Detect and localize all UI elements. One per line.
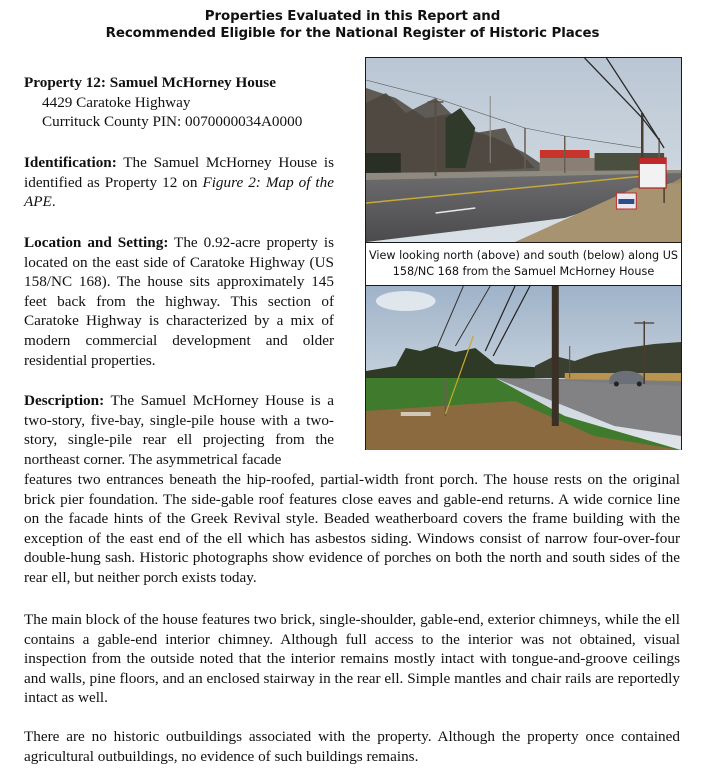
- photo-looking-north: [366, 58, 681, 243]
- location-section: [24, 233, 334, 370]
- property-heading: Property 12: Samuel McHorney House: [24, 74, 276, 91]
- photo-panel: [365, 57, 682, 450]
- main-block-paragraph: The main block of the house features two brick, single-shoulder, gable-end, exterior chimneys, while the ell contains a gable-end interior chimney. Although full access to the interior was not obtained, visual inspection from the outside noted that the interior remains mostly intact with tongue-and-groove ceilings and walls, pine floors, and an enclosed stairway in the rear ell. Simple mantles and chair rails are reportedly intact as well.: [24, 611, 680, 707]
- outbuildings-paragraph: There are no historic outbuildings associated with the property. Although the property once contained agricultural outbuildings, no evidence of such buildings remains.: [24, 728, 680, 765]
- identification-end: .: [51, 193, 56, 211]
- description-label: Description:: [24, 392, 105, 409]
- page-title: [0, 8, 705, 42]
- identification-label: Identification:: [24, 154, 117, 171]
- photo-caption: View looking north (above) and south (below) along US 158/NC 168 from the Samuel McHorney House: [368, 249, 679, 278]
- description-section-narrow: [24, 391, 334, 469]
- description-text-narrow: The Samuel McHorney House is a two-story, five-bay, single-pile house with a two-story, single-pile rear ell projecting from the northeast corner. The asymmetrical facade: [24, 392, 334, 468]
- photo-looking-south: [366, 285, 681, 450]
- property-address: 4429 Caratoke Highway: [42, 93, 191, 111]
- photo-north-image: [366, 58, 681, 242]
- location-text: The 0.92-acre property is located on the east side of Caratoke Highway (US 158/NC 168). The house sits approximately 145 feet back from the highway. This section of Caratoke Highway is characterized by a mix of modern commercial development and older residential properties.: [24, 234, 334, 369]
- description-text-wide: features two entrances beneath the hip-roofed, partial-width front porch. The house rests on the original brick pier foundation. The side-gable roof features close eaves and gable-end returns. A wide cornice line on the facade hints of the Greek Revival style. Beaded weatherboard covers the frame building with the exception of the east end of the ell which has asbestos siding. Windows consist of narrow four-over-four double-hung sash. Historic photographs show evidence of porches on both the north and south sides of the rear ell, but neither porch exists today.: [24, 471, 680, 586]
- property-header: [24, 73, 334, 132]
- figure-reference: Figure 2: Map of the APE: [24, 173, 334, 211]
- identification-section: [24, 153, 334, 212]
- title-line-2: Recommended Eligible for the National Register of Historic Places: [105, 26, 600, 41]
- title-line-1: Properties Evaluated in this Report and: [204, 9, 501, 24]
- location-label: Location and Setting:: [24, 234, 169, 251]
- property-pin: Currituck County PIN: 0070000034A0000: [42, 113, 303, 131]
- identification-text: The Samuel McHorney House is identified as Property 12 on: [24, 154, 334, 191]
- photo-south-image: [366, 286, 681, 450]
